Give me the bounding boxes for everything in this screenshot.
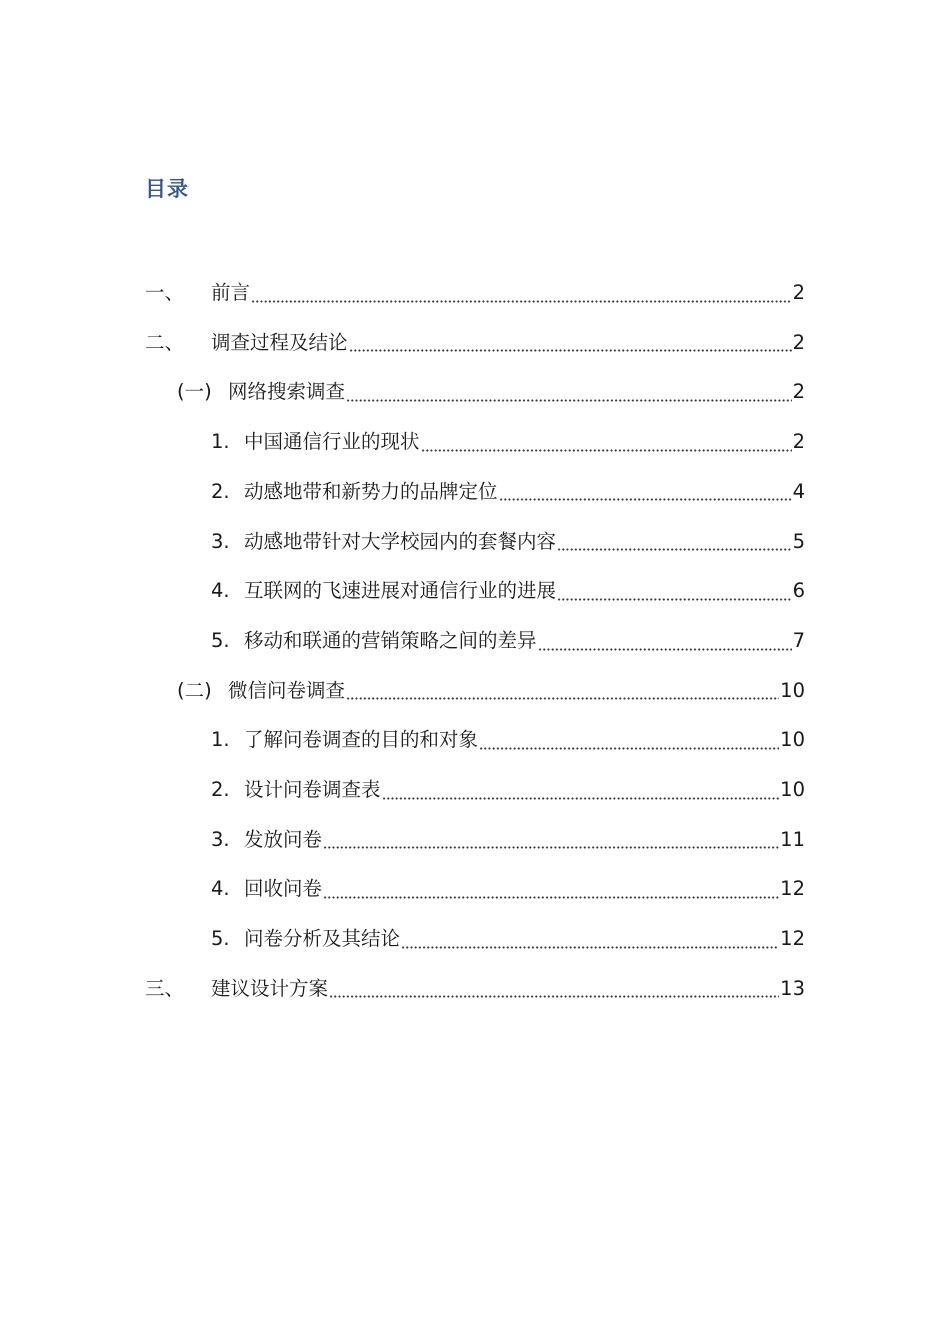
toc-entry-label: 互联网的飞速进展对通信行业的进展 (244, 579, 557, 603)
toc-entry-number: 二、 (145, 330, 185, 354)
toc-title: 目录 (145, 177, 189, 201)
toc-entry[interactable] (145, 715, 805, 765)
toc-entry-number: 3. (211, 827, 230, 851)
toc-entry-page-number: 5 (792, 529, 805, 553)
toc-entry-page-number: 7 (792, 628, 805, 652)
toc-entry[interactable] (145, 765, 805, 815)
toc-entry[interactable] (145, 417, 805, 467)
toc-dot-leader (346, 399, 792, 402)
toc-entry-number: 5. (211, 927, 230, 951)
toc-dot-leader (349, 349, 792, 352)
toc-entry-page-number: 4 (792, 479, 805, 503)
toc-entry-number: 3. (211, 529, 230, 553)
toc-entry[interactable] (145, 914, 805, 964)
toc-entry-number: 5. (211, 628, 230, 652)
toc-dot-leader (329, 995, 779, 998)
toc-dot-leader (538, 648, 792, 651)
toc-entry-number: 一、 (145, 281, 185, 305)
toc-entry-label: 微信问卷调查 (228, 678, 346, 702)
toc-entry-page-number: 6 (792, 579, 805, 603)
toc-entry-page-number: 10 (780, 678, 805, 702)
toc-entry[interactable] (145, 318, 805, 368)
toc-dot-leader (557, 598, 792, 601)
toc-dot-leader (382, 797, 780, 800)
toc-dot-leader (401, 946, 779, 949)
toc-entry-page-number: 2 (792, 330, 805, 354)
toc-entry[interactable] (145, 367, 805, 417)
toc-entry-label: 调查过程及结论 (211, 330, 348, 354)
toc-entry-page-number: 10 (780, 728, 805, 752)
toc-entry-label: 问卷分析及其结论 (244, 927, 401, 951)
toc-entry[interactable] (145, 964, 805, 1014)
toc-entry[interactable] (145, 516, 805, 566)
toc-entry[interactable] (145, 467, 805, 517)
toc-entry-label: 了解问卷调查的目的和对象 (244, 728, 479, 752)
toc-dot-leader (479, 747, 779, 750)
toc-entry-number: 1. (211, 430, 230, 454)
toc-entry-number: 2. (211, 777, 230, 801)
toc-entry-number: 4. (211, 877, 230, 901)
toc-entry[interactable] (145, 268, 805, 318)
toc-entry-label: 发放问卷 (244, 827, 323, 851)
toc-dot-leader (323, 896, 779, 899)
toc-entry-number: 1. (211, 728, 230, 752)
toc-entry-page-number: 12 (780, 877, 805, 901)
toc-entry-number: (一) (177, 380, 212, 404)
toc-entry-page-number: 2 (792, 380, 805, 404)
toc-entry-number: 三、 (145, 976, 185, 1000)
table-of-contents (145, 268, 805, 1013)
toc-entry-label: 中国通信行业的现状 (244, 430, 420, 454)
toc-entry-number: 4. (211, 579, 230, 603)
toc-entry-label: 设计问卷调查表 (244, 777, 381, 801)
toc-entry-label: 网络搜索调查 (228, 380, 346, 404)
toc-entry[interactable] (145, 566, 805, 616)
toc-entry-label: 前言 (211, 281, 251, 305)
toc-entry-page-number: 10 (780, 777, 805, 801)
toc-entry-page-number: 13 (780, 976, 805, 1000)
toc-entry-label: 动感地带和新势力的品牌定位 (244, 479, 498, 503)
toc-dot-leader (323, 846, 779, 849)
toc-entry[interactable] (145, 864, 805, 914)
toc-entry-page-number: 12 (780, 927, 805, 951)
toc-entry-label: 动感地带针对大学校园内的套餐内容 (244, 529, 557, 553)
toc-entry-label: 移动和联通的营销策略之间的差异 (244, 628, 537, 652)
toc-entry-page-number: 2 (792, 281, 805, 305)
toc-entry-label: 回收问卷 (244, 877, 323, 901)
toc-dot-leader (421, 449, 792, 452)
toc-entry-number: (二) (177, 678, 212, 702)
toc-entry-label: 建议设计方案 (211, 976, 329, 1000)
toc-dot-leader (557, 548, 792, 551)
toc-dot-leader (346, 697, 779, 700)
toc-entry[interactable] (145, 616, 805, 666)
toc-entry-page-number: 2 (792, 430, 805, 454)
toc-entry-page-number: 11 (780, 827, 805, 851)
toc-entry[interactable] (145, 666, 805, 716)
toc-entry-number: 2. (211, 479, 230, 503)
toc-entry[interactable] (145, 815, 805, 865)
toc-dot-leader (499, 498, 792, 501)
toc-dot-leader (251, 300, 792, 303)
